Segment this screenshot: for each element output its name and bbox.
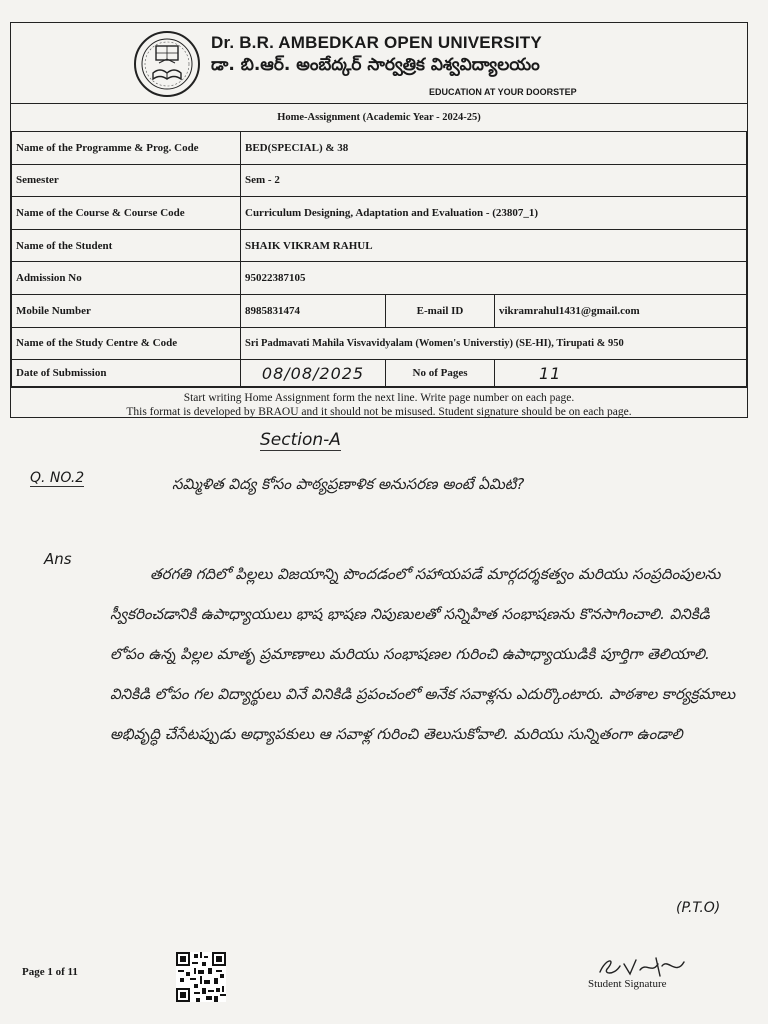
table-row <box>12 132 747 165</box>
programme-value: BED(SPECIAL) & 38 <box>241 132 747 165</box>
course-label: Name of the Course & Course Code <box>12 197 241 230</box>
semester-label: Semester <box>12 164 241 197</box>
page-number: Page 1 of 11 <box>22 966 78 978</box>
table-row <box>12 327 747 360</box>
email-value: vikramrahul1431@gmail.com <box>495 294 747 327</box>
question-text: సమ్మిళిత విద్య కోసం పాఠ్యప్రణాళిక అనుసరణ అంటే ఏమిటి? <box>172 475 525 493</box>
table-row <box>12 294 747 327</box>
notice-line-2: This format is developed by BRAOU and it should not be misused. Student signature should be on each page. <box>126 406 632 418</box>
study-centre-value: Sri Padmavati Mahila Visvavidyalam (Women's Universtiy) (SE-HI), Tirupati & 950 <box>241 327 747 360</box>
submission-date-value: 08/08/2025 <box>241 360 386 387</box>
mobile-label: Mobile Number <box>12 294 241 327</box>
notice-line-1: Start writing Home Assignment form the next line. Write page number on each page. <box>183 392 575 404</box>
section-heading: Section-A <box>260 430 341 450</box>
academic-year-title: Home-Assignment (Academic Year - 2024-25) <box>11 103 747 132</box>
university-tagline: EDUCATION AT YOUR DOORSTEP <box>429 87 577 97</box>
course-value: Curriculum Designing, Adaptation and Evaluation - (23807_1) <box>241 197 747 230</box>
study-centre-label: Name of the Study Centre & Code <box>12 327 241 360</box>
programme-label: Name of the Programme & Prog. Code <box>12 132 241 165</box>
please-turn-over: (P.T.O) <box>676 900 721 916</box>
table-row <box>12 262 747 295</box>
email-label: E-mail ID <box>386 294 495 327</box>
university-name-telugu: డా. బి.ఆర్. అంబేద్కర్ సార్వత్రిక విశ్వవిద్యాలయం <box>211 55 540 75</box>
table-row <box>12 360 747 387</box>
assignment-header-form <box>10 22 748 418</box>
answer-text: తరగతి గదిలో పిల్లలు విజయాన్ని పొందడంలో సహాయపడే మార్గదర్శకత్వం మరియు సంప్రదింపులను స్వీకరించడానికి ఉపాధ్యాయులు భాష భాషణ నిపుణులతో సన్నిహిత సంభాషణను కొనసాగించాలి. వినికిడి లోపం ఉన్న పిల్లల మాతృ ప్రమాణాలు మరియు సంభాషణల గురించి ఉపాధ్యాయుడికి పూర్తిగా తెలియాలి. వినికిడి లోపం గల విద్యార్థులు వినే వినికిడి ప్రపంచంలో అనేక సవాళ్లను ఎదుర్కొంటారు. పాఠశాల కార్యక్రమాలు అభివృద్ధి చేసేటప్పుడు అధ్యాపకులు ఆ సవాళ్ల గురించి తెలుసుకోవాలి. మరియు సున్నితంగా ఉండాలి <box>110 565 736 743</box>
student-info-table <box>11 131 747 387</box>
pages-value: 11 <box>495 360 747 387</box>
admission-value: 95022387105 <box>241 262 747 295</box>
qr-code-icon <box>176 952 226 1002</box>
mobile-value: 8985831474 <box>241 294 386 327</box>
student-signature-label: Student Signature <box>588 978 667 990</box>
student-name-value: SHAIK VIKRAM RAHUL <box>241 229 747 262</box>
semester-value: Sem - 2 <box>241 164 747 197</box>
answer-label: Ans <box>44 550 72 568</box>
pages-label: No of Pages <box>386 360 495 387</box>
student-name-label: Name of the Student <box>12 229 241 262</box>
university-header <box>11 23 747 103</box>
university-emblem-icon <box>129 29 205 99</box>
instructions-notice <box>11 387 747 419</box>
admission-label: Admission No <box>12 262 241 295</box>
question-number: Q. NO.2 <box>30 470 85 486</box>
table-row <box>12 164 747 197</box>
table-row <box>12 197 747 230</box>
table-row <box>12 229 747 262</box>
university-name-english: Dr. B.R. AMBEDKAR OPEN UNIVERSITY <box>211 33 542 52</box>
submission-date-label: Date of Submission <box>12 360 241 387</box>
